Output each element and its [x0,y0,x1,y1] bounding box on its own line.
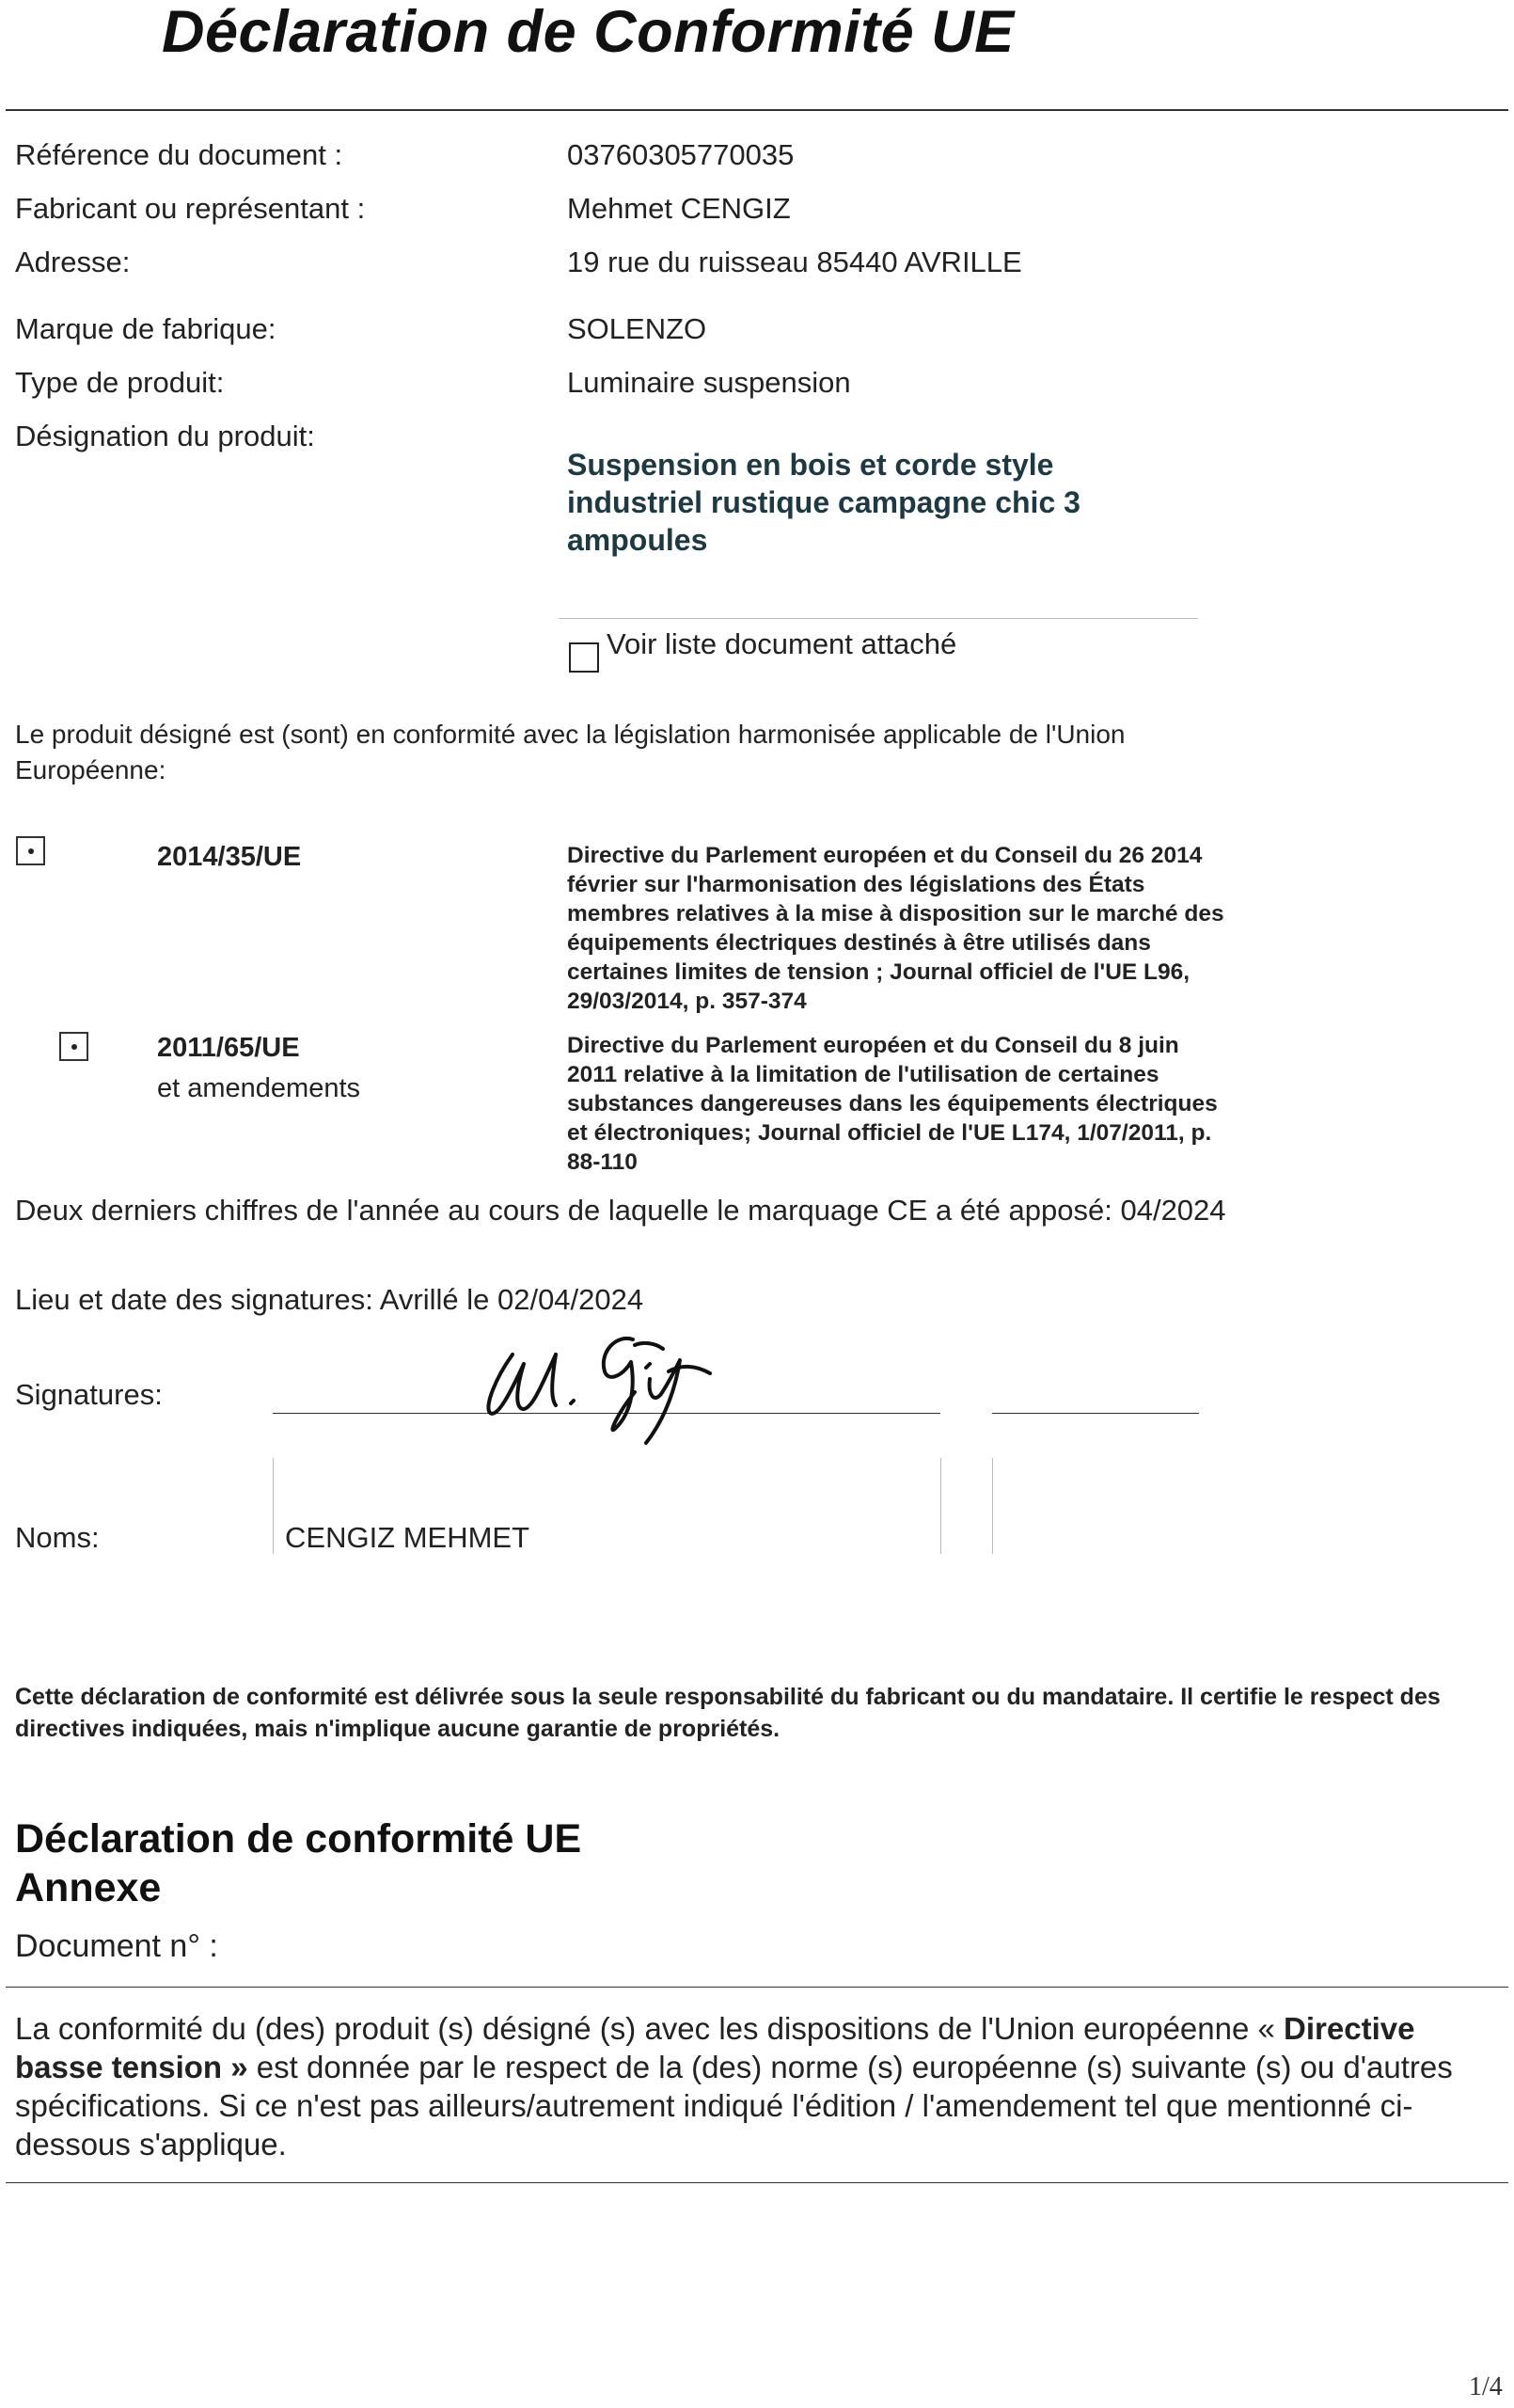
title-divider [6,109,1508,111]
conformity-intro: Le produit désigné est (sont) en conformité avec la législation harmonisée applicable de l'Union Européenne: [15,720,1126,784]
address-value: 19 rue du ruisseau 85440 AVRILLE [567,246,1022,278]
directive-code: 2011/65/UE [157,1033,300,1063]
checked-dot-icon [28,848,34,854]
handwritten-signature [475,1326,729,1449]
ce-marking-text: Deux derniers chiffres de l'année au cours de laquelle le marquage CE a été apposé: 04/2024 [15,1194,1226,1227]
directive-checkbox-2[interactable] [59,1032,88,1061]
manufacturer-label: Fabricant ou représentant : [15,192,366,225]
signatures-label: Signatures: [15,1378,163,1411]
brand-value: SOLENZO [567,312,707,345]
directive-checkbox-1[interactable] [16,836,45,865]
names-separator-2 [940,1458,941,1554]
names-label: Noms: [15,1521,100,1554]
checked-dot-icon [71,1044,77,1050]
product-type-label: Type de produit: [15,366,225,399]
document-title: Déclaration de Conformité UE [162,0,1015,65]
attached-divider [559,618,1198,619]
place-date-text: Lieu et date des signatures: Avrillé le 02/04/2024 [15,1283,644,1316]
annex-paragraph-emphasis: Directive basse tension » [15,2011,1415,2084]
names-separator-1 [273,1458,274,1554]
annex-divider-bottom [6,2182,1508,2183]
directive-text: Directive du Parlement européen et du Conseil du 8 juin 2011 relative à la limitation de l'utilisation de certaines substances dangereuses dans les équipements électriques et électroniques; Journal officiel de l'UE L174, 1/07/2011, p. 88-110 [567,1033,1218,1175]
annex-paragraph-text: La conformité du (des) produit (s) désigné (s) avec les dispositions de l'Union européenne « [15,2011,1275,2046]
directive-sub: et amendements [157,1073,361,1103]
attached-list-label: Voir liste document attaché [607,627,957,660]
reference-label: Référence du document : [15,138,343,171]
annex-paragraph [15,2009,1482,2163]
designation-value: Suspension en bois et corde style industriel rustique campagne chic 3 ampoules [567,448,1080,557]
address-label: Adresse: [15,246,131,278]
directive-code: 2014/35/UE [157,842,302,872]
brand-label: Marque de fabrique: [15,312,276,345]
attached-list-checkbox[interactable] [569,642,599,673]
signature-line-2 [992,1413,1199,1414]
annex-doc-number: Document n° : [15,1928,218,1964]
responsibility-statement: Cette déclaration de conformité est délivrée sous la seule responsabilité du fabricant ou du mandataire. Il certifie le respect des directives indiquées, mais n'implique aucune garantie de propriétés. [15,1684,1441,1742]
annex-divider-top [6,1987,1508,1988]
page-number: 1/4 [1469,2372,1503,2401]
names-separator-3 [992,1458,993,1554]
annex-title-line2: Annexe [15,1865,162,1910]
directive-text: Directive du Parlement européen et du Conseil du 26 2014 février sur l'harmonisation des législations des États membres relatives à la mise à disposition sur le marché des équipements électriques destinés à être utilisés dans certaines limites de tension ; Journal officiel de l'UE L96, 29/03/2014, p. 357-374 [567,843,1224,1014]
annex-title-line1: Déclaration de conformité UE [15,1816,582,1861]
names-value: CENGIZ MEHMET [285,1521,530,1554]
reference-value: 03760305770035 [567,138,795,171]
product-type-value: Luminaire suspension [567,366,851,399]
manufacturer-value: Mehmet CENGIZ [567,192,791,225]
annex-paragraph-text: est donnée par le respect de la (des) norme (s) européenne (s) suivante (s) ou d'autres spécifications. Si ce n'est pas ailleurs/autrement indiqué l'édition / l'amendement tel que mentionné ci-dessous s'applique. [15,2050,1453,2162]
designation-label: Désignation du produit: [15,420,315,452]
